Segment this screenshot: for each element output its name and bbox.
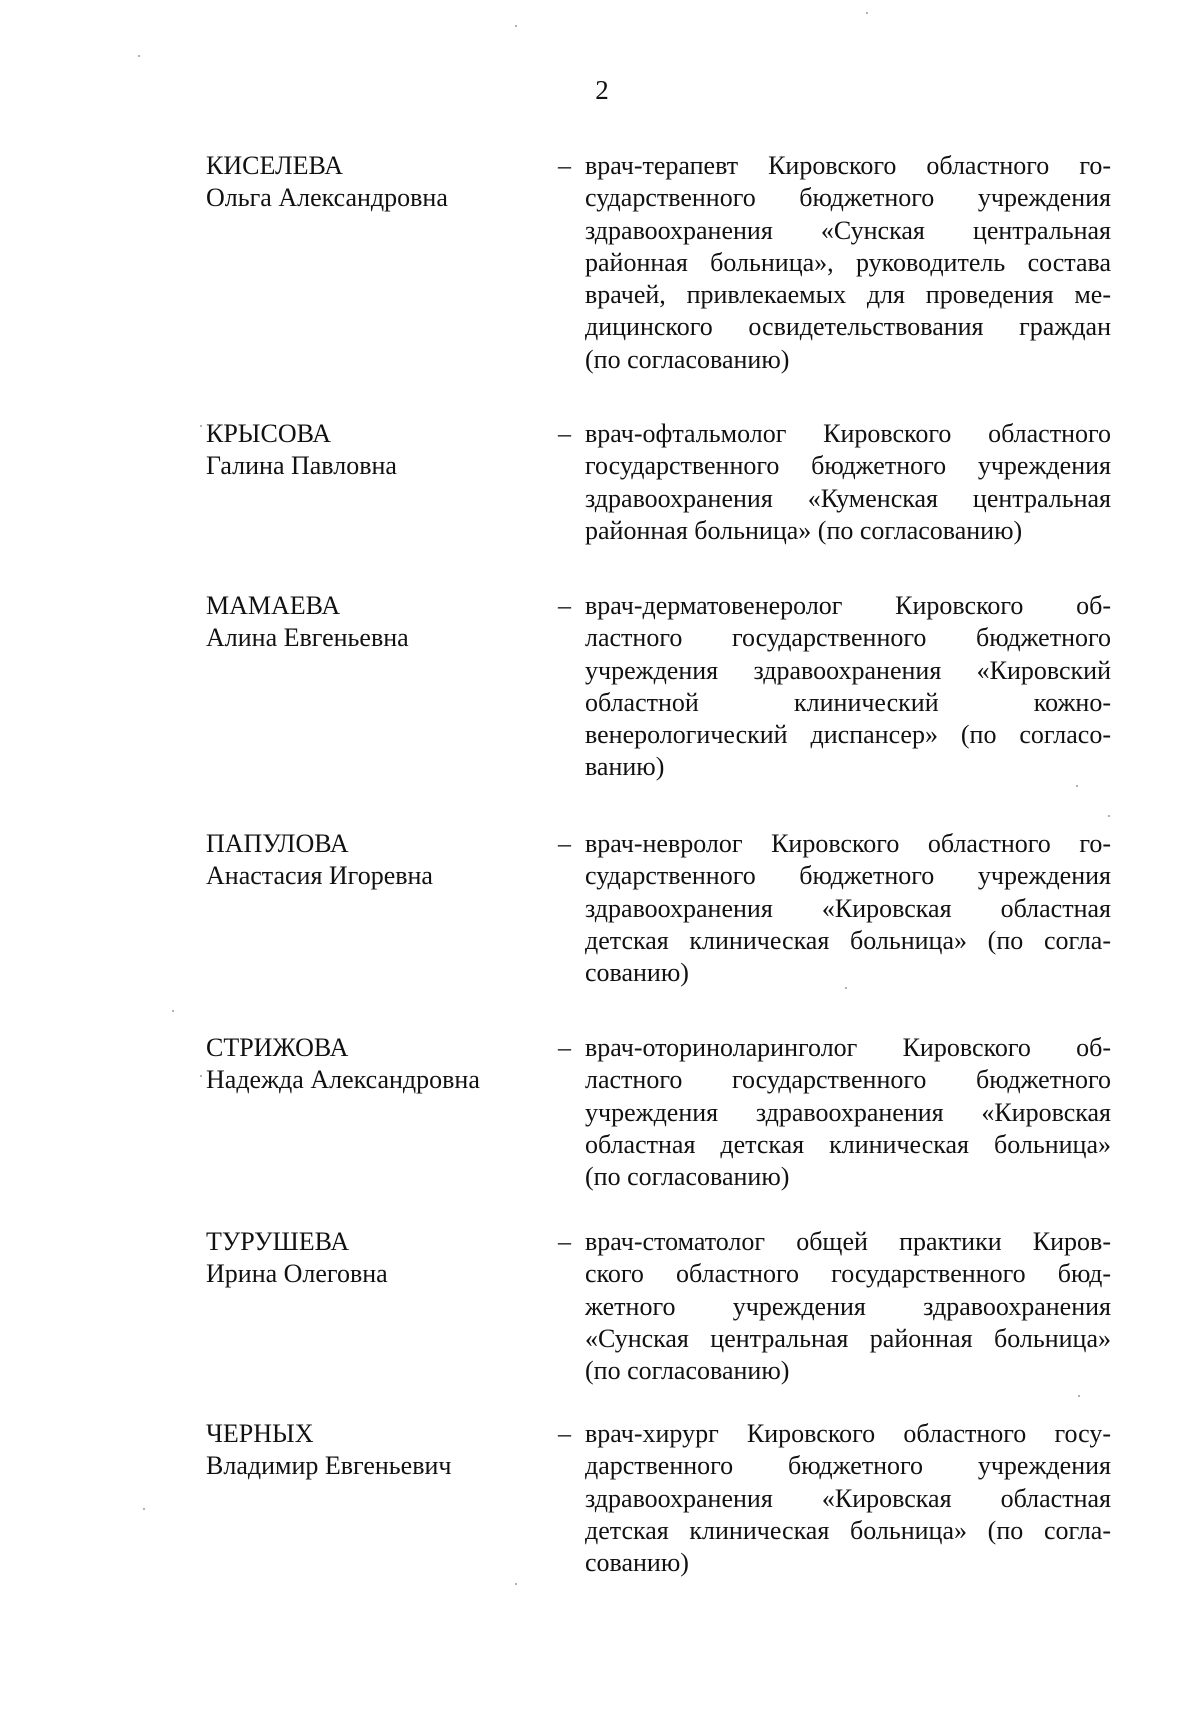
member-given-names: Надежда Александровна [206,1065,480,1094]
scan-speck [515,25,517,27]
page-number: 2 [595,75,609,105]
position-line: сударственного бюджетного учреждения [585,183,1111,213]
member-surname: МАМАЕВА [206,591,341,620]
scan-speck [172,1010,174,1012]
member-position [585,590,1111,784]
member-name [206,828,536,892]
entry-dash: – [558,419,571,448]
member-position [585,828,1111,989]
position-line: здравоохранения «Кировская областная [585,893,1111,923]
position-line: районная больница» (по согласованию) [585,515,1023,545]
member-given-names: Анастасия Игоревна [206,861,433,890]
position-line: (по согласованию) [585,1356,790,1386]
scan-speck [200,425,202,427]
position-line: ластного государственного бюджетного [585,1065,1111,1095]
position-line: врач-оториноларинголог Кировского об- [585,1033,1111,1062]
position-line: районная больница», руководитель состава [585,247,1111,277]
position-line: дарственного бюджетного учреждения [585,1451,1111,1481]
member-name [206,418,536,482]
scan-speck [1078,1395,1080,1397]
member-position [585,1032,1111,1193]
position-line: сованию) [585,958,689,988]
member-given-names: Ольга Александровна [206,183,448,212]
scan-speck [138,55,140,57]
member-surname: ЧЕРНЫХ [206,1419,314,1448]
position-line: здравоохранения «Сунская центральная [585,215,1111,245]
entry-dash: – [558,829,571,858]
position-line: ластного государственного бюджетного [585,623,1111,653]
position-line: венерологический диспансер» (по согласо- [585,720,1111,750]
position-line: областной клинический кожно- [585,687,1111,717]
position-line: детская клиническая больница» (по согла- [585,925,1111,955]
position-line: областная детская клиническая больница» [585,1129,1111,1159]
member-name [206,1418,536,1482]
position-line: здравоохранения «Куменская центральная [585,483,1111,513]
scan-speck [866,12,868,14]
position-line: врач-невролог Кировского областного го- [585,829,1111,858]
scan-speck [1076,785,1078,787]
member-position [585,150,1111,376]
member-name [206,150,536,214]
position-line: ского областного государственного бюд- [585,1259,1111,1289]
scan-speck [143,1508,145,1510]
entry-dash: – [558,1227,571,1256]
position-line: дицинского освидетельствования граждан [585,312,1111,342]
member-surname: ТУРУШЕВА [206,1227,350,1256]
position-line: врач-хирург Кировского областного госу- [585,1419,1111,1448]
member-given-names: Алина Евгеньевна [206,623,409,652]
member-given-names: Галина Павловна [206,451,397,480]
position-line: (по согласованию) [585,344,790,374]
entry-dash: – [558,591,571,620]
position-line: сованию) [585,1548,689,1578]
position-line: врачей, привлекаемых для проведения ме- [585,280,1111,310]
entry-dash: – [558,1033,571,1062]
position-line: учреждения здравоохранения «Кировская [585,1097,1111,1127]
position-line: ванию) [585,752,665,782]
position-line: детская клиническая больница» (по согла- [585,1515,1111,1545]
member-surname: ПАПУЛОВА [206,829,349,858]
member-name [206,1032,536,1096]
position-line: врач-стоматолог общей практики Киров- [585,1227,1111,1256]
member-given-names: Владимир Евгеньевич [206,1451,452,1480]
position-line: жетного учреждения здравоохранения [585,1291,1111,1321]
scan-speck [515,1583,517,1585]
position-line: врач-терапевт Кировского областного го- [585,151,1111,180]
position-line: государственного бюджетного учреждения [585,451,1111,481]
member-surname: КРЫСОВА [206,419,332,448]
member-surname: КИСЕЛЕВА [206,151,343,180]
scan-speck [200,1075,202,1077]
member-position [585,418,1111,547]
position-line: «Сунская центральная районная больница» [585,1323,1111,1353]
position-line: здравоохранения «Кировская областная [585,1483,1111,1513]
member-position [585,1418,1111,1579]
entry-dash: – [558,151,571,180]
member-name [206,1226,536,1290]
member-given-names: Ирина Олеговна [206,1259,388,1288]
position-line: врач-офтальмолог Кировского областного [585,419,1111,448]
position-line: (по согласованию) [585,1162,790,1192]
scan-speck [845,987,847,989]
position-line: сударственного бюджетного учреждения [585,861,1111,891]
member-surname: СТРИЖОВА [206,1033,349,1062]
member-position [585,1226,1111,1387]
position-line: учреждения здравоохранения «Кировский [585,655,1111,685]
entry-dash: – [558,1419,571,1448]
member-name [206,590,536,654]
position-line: врач-дерматовенеролог Кировского об- [585,591,1111,620]
scan-speck [1108,815,1110,817]
